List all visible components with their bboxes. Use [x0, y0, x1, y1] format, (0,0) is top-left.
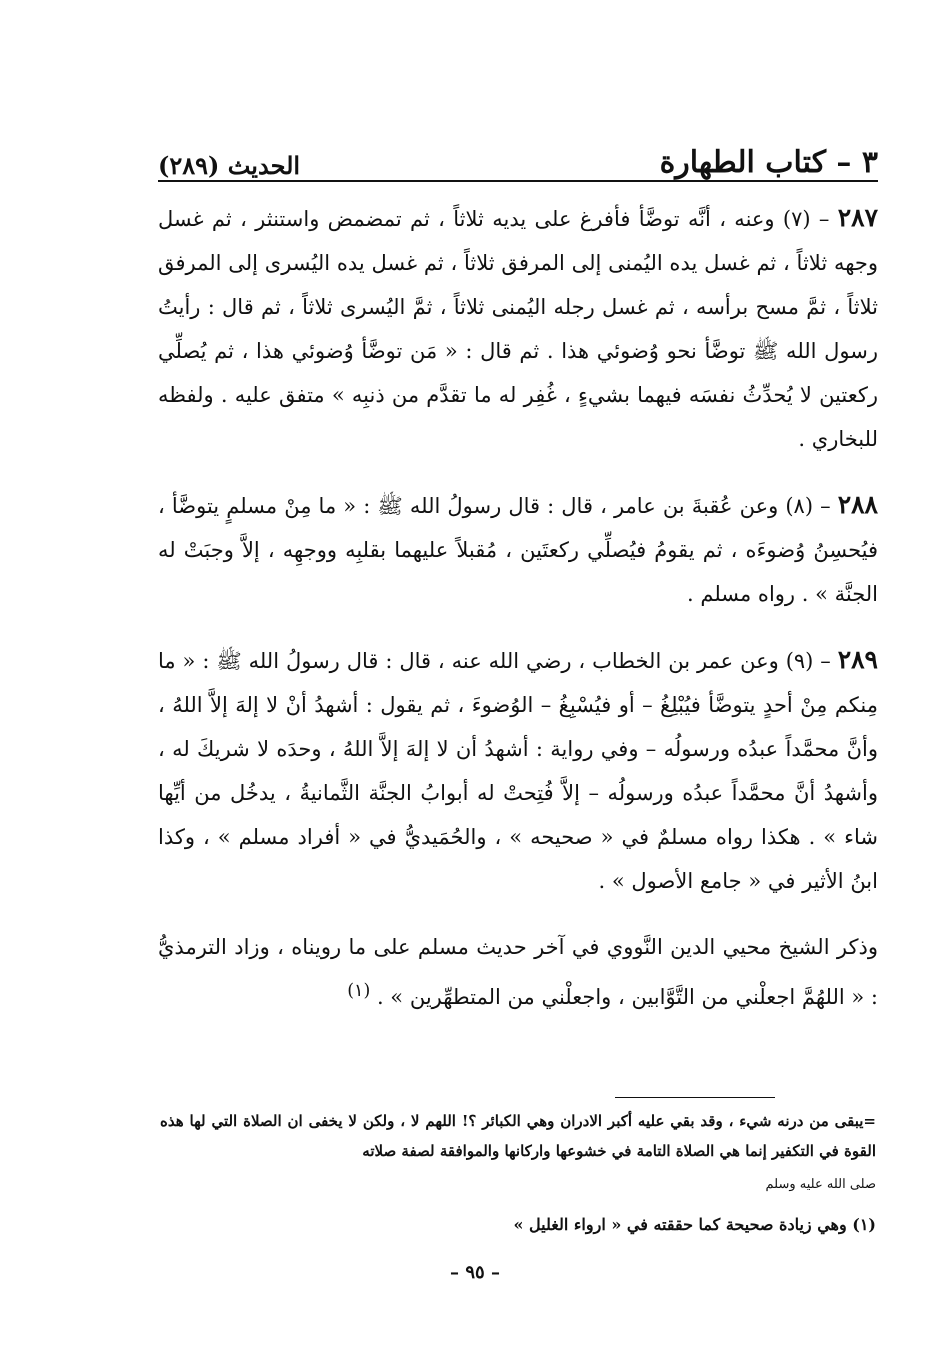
hadith-number: ٢٨٨ [837, 490, 878, 519]
page-header [158, 132, 878, 178]
chapter-title: ٣ – كتاب الطهارة [659, 145, 878, 180]
hadith-reference: الحديث (٢٨٩) [158, 151, 301, 180]
footnote-marker: (١) [347, 981, 371, 1001]
closing-text: وذكر الشيخ محيي الدين النَّووي في آخر حديث مسلم على ما رويناه ، وزاد الترمذيُّ : « اللهُمَّ اجعلْني من التَّوَّابين ، واجعلْني من المتطهِّرين » . [158, 935, 878, 1009]
hadith-number: ٢٨٩ [837, 645, 878, 674]
hadith-number: ٢٨٧ [837, 203, 879, 232]
closing-paragraph [158, 925, 878, 1019]
footnote-continuation: =يبقى من درنه شيء ، وقد بقي عليه أكبر الادران وهي الكبائر ؟! اللهم لا ، ولكن لا يخفى ان الصلاة التي لها هذه القوة في التكفير إنما هي الصلاة التامة في خشوعها واركانها والموافقة لصفة صلاته [160, 1112, 876, 1160]
salutation-text: صلى الله عليه وسلم [765, 1177, 876, 1192]
header-divider [158, 180, 878, 182]
footnotes [160, 1106, 876, 1240]
hadith-paragraph [158, 483, 878, 616]
hadith-paragraph [158, 638, 878, 903]
hadith-paragraph [158, 196, 878, 461]
hadith-text: – (٩) وعن عمر بن الخطاب ، رضي الله عنه ، قال : قال رسولُ الله ﷺ : « ما مِنكم مِنْ أحدٍ يتوضَّأ فيُبْلِغُ – أو فيُسْبِغُ – الوُضوءَ ، ثم يقول : أشهدُ أنْ لا إلهَ إلاَّ اللهُ ، وأنَّ محمَّداً عبدُه ورسولُه – وفي رواية : أشهدُ أن لا إلهَ إلاَّ اللهُ ، وحدَه لا شريكَ له ، وأشهدُ أنَّ محمَّداً عبدُه ورسولُه – إلاَّ فُتِحتْ له أبوابُ الجنَّة الثَّمانيةُ ، يدخُل من أيِّها شاء » . هكذا رواه مسلمٌ في « صحيحه » ، والحُمَيديُّ في « أفراد مسلم » ، وكذا ابنُ الأثير في « جامع الأصول » . [158, 649, 878, 893]
page-number: – ٩٥ – [450, 1262, 500, 1283]
hadith-text: – (٨) وعن عُقبةَ بن عامر ، قال : قال رسولُ الله ﷺ : « ما مِنْ مسلمٍ يتوضَّأ ، فيُحسِنُ وُضوءَه ، ثم يقومُ فيُصلِّي ركعتَين ، مُقبلاً عليهما بقلبِه ووجهِه ، إلاَّ وجبَتْ له الجنَّة » . رواه مسلم . [158, 494, 878, 606]
hadith-text: – (٧) وعنه ، أنَّه توضَّأ فأفرغ على يديه ثلاثاً ، ثم تمضمض واستنثر ، ثم غسل وجهه ثلاثاً ، ثم غسل يده اليُمنى إلى المرفق ثلاثاً ، ثم غسل يده اليُسرى إلى المرفق ثلاثاً ، ثمَّ مسح برأسه ، ثم غسل رجله اليُمنى ثلاثاً ، ثمَّ اليُسرى ثلاثاً ، ثم قال : رأيتُ رسول الله ﷺ توضَّأ نحو وُضوئي هذا . ثم قال : « مَن توضَّأ وُضوئي هذا ، ثم يُصلِّي ركعتين لا يُحدِّثُ نفسَه فيهما بشيءٍ ، غُفِر له ما تقدَّم من ذنبِه » متفق عليه . ولفظه للبخاري . [158, 207, 878, 451]
footnote-1: (١) وهي زيادة صحيحة كما حققته في « ارواء الغليل » [513, 1215, 876, 1234]
footnote-divider [615, 1097, 775, 1098]
main-text [158, 196, 878, 1041]
